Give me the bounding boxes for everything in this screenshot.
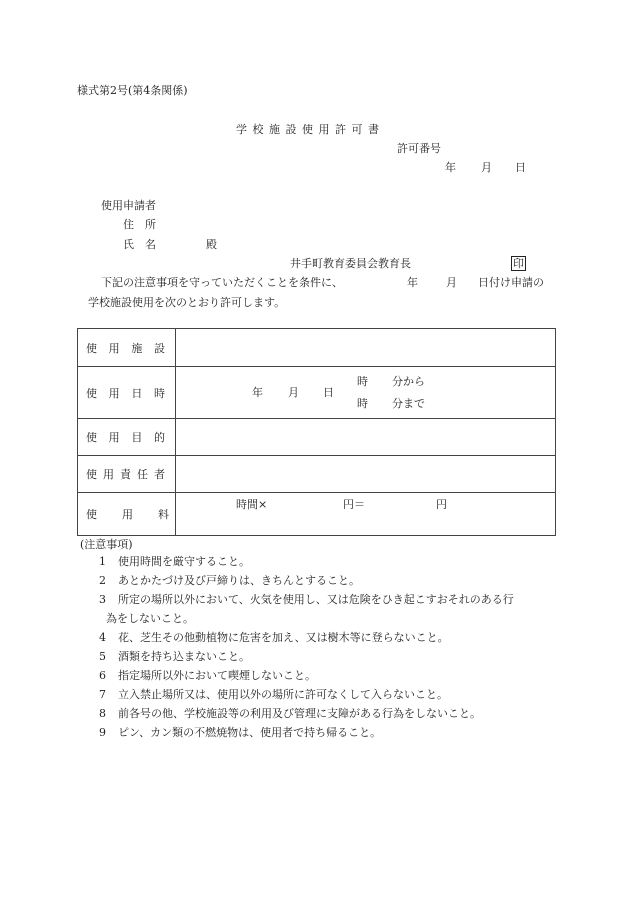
name-label: 氏 名: [123, 238, 156, 251]
note-text: 花、芝生その他動植物に危害を加え、又は樹木等に登らないこと。: [118, 631, 449, 644]
intro-line1-a: 下記の注意事項を守っていただくことを条件に、: [101, 276, 343, 289]
label-char: 日: [131, 386, 143, 400]
intro-line2: 学校施設使用を次のとおり許可します。: [88, 296, 286, 309]
note-number: 7: [99, 688, 106, 701]
note-text: あとかたづけ及び戸締りは、きちんとすること。: [118, 574, 360, 587]
label-char: 設: [153, 341, 165, 355]
label-char: 者: [154, 468, 165, 481]
label-char: 用: [103, 468, 114, 481]
label-char: 責: [120, 468, 131, 481]
honorific-label: 殿: [206, 238, 217, 251]
row-label-responsible: [78, 456, 176, 493]
label-char: 用: [122, 508, 133, 521]
intro-year: 年: [407, 276, 418, 289]
label-char: 使: [86, 431, 97, 444]
fee-yen-equals: 円＝: [343, 498, 365, 511]
datetime-value[interactable]: [176, 367, 556, 419]
dt-hour-from: 時: [357, 375, 368, 388]
spaced-label: [78, 429, 175, 445]
label-char: 使: [86, 341, 97, 355]
date-year-label: 年: [445, 161, 456, 174]
seal-mark: 印: [513, 257, 524, 270]
spaced-label: [78, 340, 175, 356]
label-char: 用: [108, 386, 120, 400]
note-number: 5: [99, 650, 106, 663]
intro-month: 月: [446, 276, 457, 289]
note-number: 6: [99, 669, 106, 682]
spaced-label: [78, 385, 175, 401]
label-char: 料: [158, 508, 169, 521]
label-char: 使: [86, 386, 97, 400]
note-number: 9: [99, 726, 106, 739]
table-row: [78, 493, 556, 536]
table-row: [78, 419, 556, 456]
note-text: 使用時間を厳守すること。: [118, 555, 250, 568]
dt-month: 月: [288, 386, 299, 399]
note-number: 8: [99, 707, 106, 720]
row-label-facility: [78, 329, 176, 367]
form-code: 様式第2号(第4条関係): [77, 84, 188, 97]
row-label-purpose: [78, 419, 176, 456]
dt-day: 日: [323, 386, 334, 399]
note-number: 4: [99, 631, 106, 644]
permit-number-label: 許可番号: [397, 142, 441, 155]
seal-mark-container: [511, 256, 526, 271]
dt-from: 分から: [392, 375, 425, 388]
purpose-value[interactable]: [176, 419, 556, 456]
usage-table: [77, 328, 556, 536]
row-label-fee: [78, 493, 176, 536]
spaced-label: [78, 466, 175, 482]
label-char: 使: [86, 468, 97, 481]
label-char: 施: [131, 341, 143, 355]
note-text: 前各号の他、学校施設等の利用及び管理に支障がある行為をしないこと。: [118, 707, 481, 720]
notes-header: (注意事項): [80, 538, 133, 551]
note-text: ピン、カン類の不燃焼物は、使用者で持ち帰ること。: [118, 726, 382, 739]
fee-hours: 時間×: [236, 498, 268, 511]
table-row: [78, 367, 556, 419]
label-char: 任: [137, 468, 148, 481]
spaced-label: [78, 506, 175, 522]
note-number: 1: [99, 555, 106, 568]
note-text-continued: 為をしないこと。: [106, 612, 194, 625]
note-text: 指定場所以外において喫煙しないこと。: [118, 669, 316, 682]
responsible-value[interactable]: [176, 456, 556, 493]
fee-value[interactable]: [176, 493, 556, 536]
applicant-header: 使用申請者: [101, 199, 156, 212]
table-row: [78, 329, 556, 367]
dt-year: 年: [252, 386, 263, 399]
note-number: 2: [99, 574, 106, 587]
label-char: 使: [86, 508, 97, 521]
dt-hour-until: 時: [357, 397, 368, 410]
note-number: 3: [99, 593, 106, 606]
page-title: 学 校 施 設 使 用 許 可 書: [236, 123, 380, 136]
issuer-name: 井手町教育委員会教育長: [290, 257, 411, 270]
label-char: 時: [153, 386, 165, 400]
table-row: [78, 456, 556, 493]
row-label-datetime: [78, 367, 176, 419]
note-text: 酒類を持ち込まないこと。: [118, 650, 250, 663]
label-char: 用: [108, 431, 120, 444]
label-char: 目: [131, 431, 143, 444]
label-char: 用: [108, 341, 120, 355]
note-text: 立入禁止場所又は、使用以外の場所に許可なくして入らないこと。: [118, 688, 448, 701]
fee-yen-total: 円: [436, 498, 447, 511]
intro-line1-b: 日付け申請の: [478, 276, 544, 289]
note-text: 所定の場所以外において、火気を使用し、又は危険をひき起こすおそれのある行: [118, 593, 514, 606]
dt-until: 分まで: [392, 397, 425, 410]
date-month-label: 月: [481, 161, 492, 174]
date-day-label: 日: [515, 161, 526, 174]
facility-value[interactable]: [176, 329, 556, 367]
label-char: 的: [153, 431, 165, 444]
address-label: 住 所: [123, 218, 156, 231]
